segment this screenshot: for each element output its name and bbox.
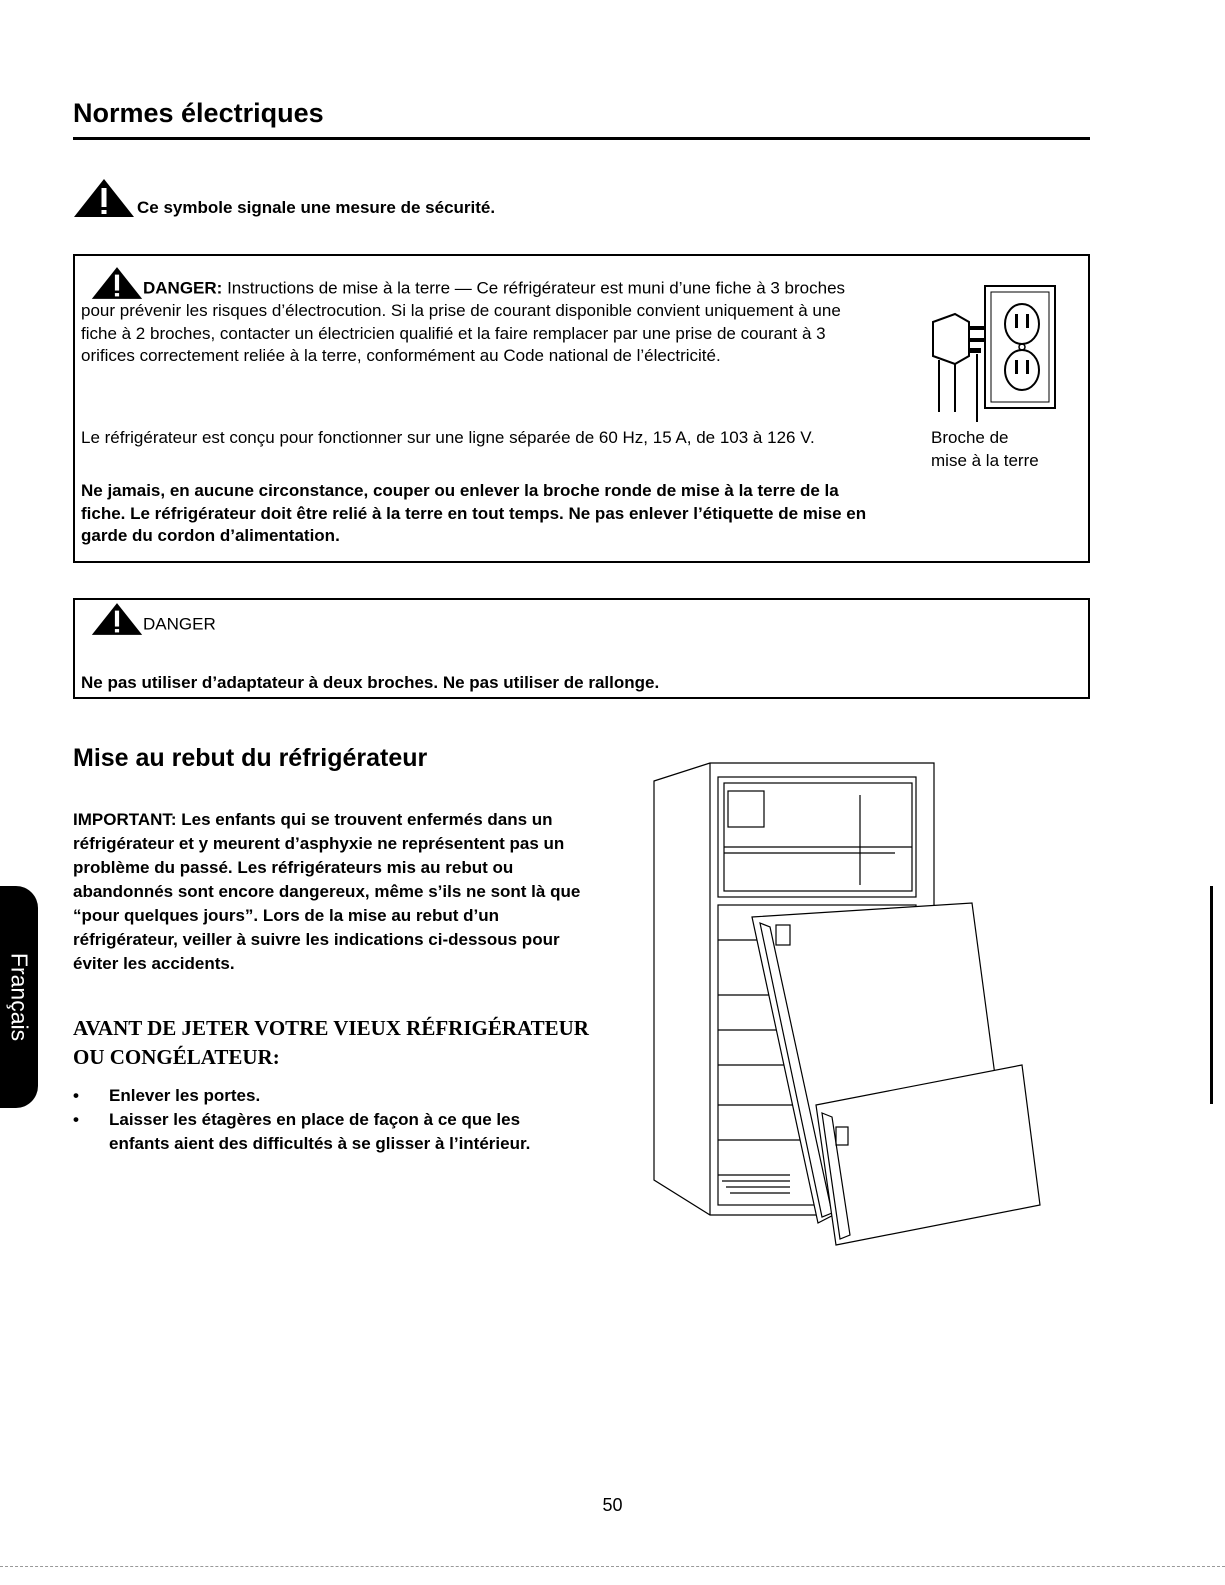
grounded-plug-illustration [925, 282, 1060, 424]
footer-rule [0, 1566, 1225, 1568]
danger-box-grounding [73, 254, 1090, 563]
list-item-text: Laisser les étagères en place de façon à ce que les enfants aient des difficultés à se glisser à l’intérieur. [109, 1110, 531, 1153]
language-tab [0, 886, 38, 1108]
important-notice: IMPORTANT: Les enfants qui se trouvent enfermés dans un réfrigérateur et y meurent d’asphyxie ne représentent pas un problème du passé. Les réfrigérateurs mis au rebut ou abandonnés sont encore dangereux, même s’ils ne sont là que “pour quelques jours”. Lors de la mise au rebut d’un réfrigérateur, veiller à suivre les indications ci-dessous pour éviter les accidents. [73, 810, 581, 973]
grounding-text: Instructions de mise à la terre — Ce réfrigérateur est muni d’une fiche à 3 broches pour prévenir les risques d’électrocution. Si la prise de courant disponible convient uniquement à une fiche à 2 broches, contacter un électricien qualifié et la faire remplacer par une prise de courant à 3 orifices correctement reliée à la terre, conformément au Code national de l’électricité. [81, 278, 846, 365]
page-number: 50 [602, 1495, 623, 1515]
figure-caption-line2: mise à la terre [931, 450, 1039, 470]
adapter-danger-heading [81, 602, 981, 636]
figure-caption [931, 427, 1081, 472]
safety-symbol-text: Ce symbole signale une mesure de sécurité. [137, 198, 496, 217]
language-tab-label: Français [6, 952, 33, 1042]
disposal-subheading: AVANT DE JETER VOTRE VIEUX RÉFRIGÉRATEUR OU CONGÉLATEUR: [73, 1016, 589, 1069]
danger-label: DANGER [143, 614, 216, 634]
safety-symbol-line [73, 178, 495, 218]
electrical-requirements: Le réfrigérateur est conçu pour fonctionner sur une ligne séparée de 60 Hz, 15 A, de 103 à 126 V. [81, 428, 815, 447]
disposal-steps [73, 1084, 583, 1156]
margin-bar [1210, 886, 1213, 1104]
list-item: • Enlever les portes. [73, 1086, 261, 1105]
list-item-text: Enlever les portes. [109, 1086, 261, 1105]
title-rule [73, 137, 1090, 140]
refrigerator-doors-removed-illustration [650, 735, 1050, 1255]
figure-caption-line1: Broche de [931, 428, 1009, 447]
danger-box-adapter [73, 598, 1090, 699]
grounding-instructions [81, 266, 881, 368]
warning-triangle-icon [91, 602, 143, 636]
page-title: Normes électriques [73, 98, 324, 128]
grounding-warning: Ne jamais, en aucune circonstance, couper ou enlever la broche ronde de mise à la terre de la fiche. Le réfrigérateur doit être relié à la terre en tout temps. Ne pas enlever l’étiquette de mise en garde du cordon d’alimentation. [81, 481, 867, 545]
warning-triangle-icon [73, 178, 135, 218]
danger-label: DANGER: [143, 278, 223, 298]
adapter-warning: Ne pas utiliser d’adaptateur à deux broches. Ne pas utiliser de rallonge. [81, 673, 660, 692]
list-item: • Laisser les étagères en place de façon à ce que les enfants aient des difficultés à se glisser à l’intérieur. [73, 1110, 531, 1153]
warning-triangle-icon [91, 266, 143, 300]
section-title-disposal: Mise au rebut du réfrigérateur [73, 744, 428, 772]
